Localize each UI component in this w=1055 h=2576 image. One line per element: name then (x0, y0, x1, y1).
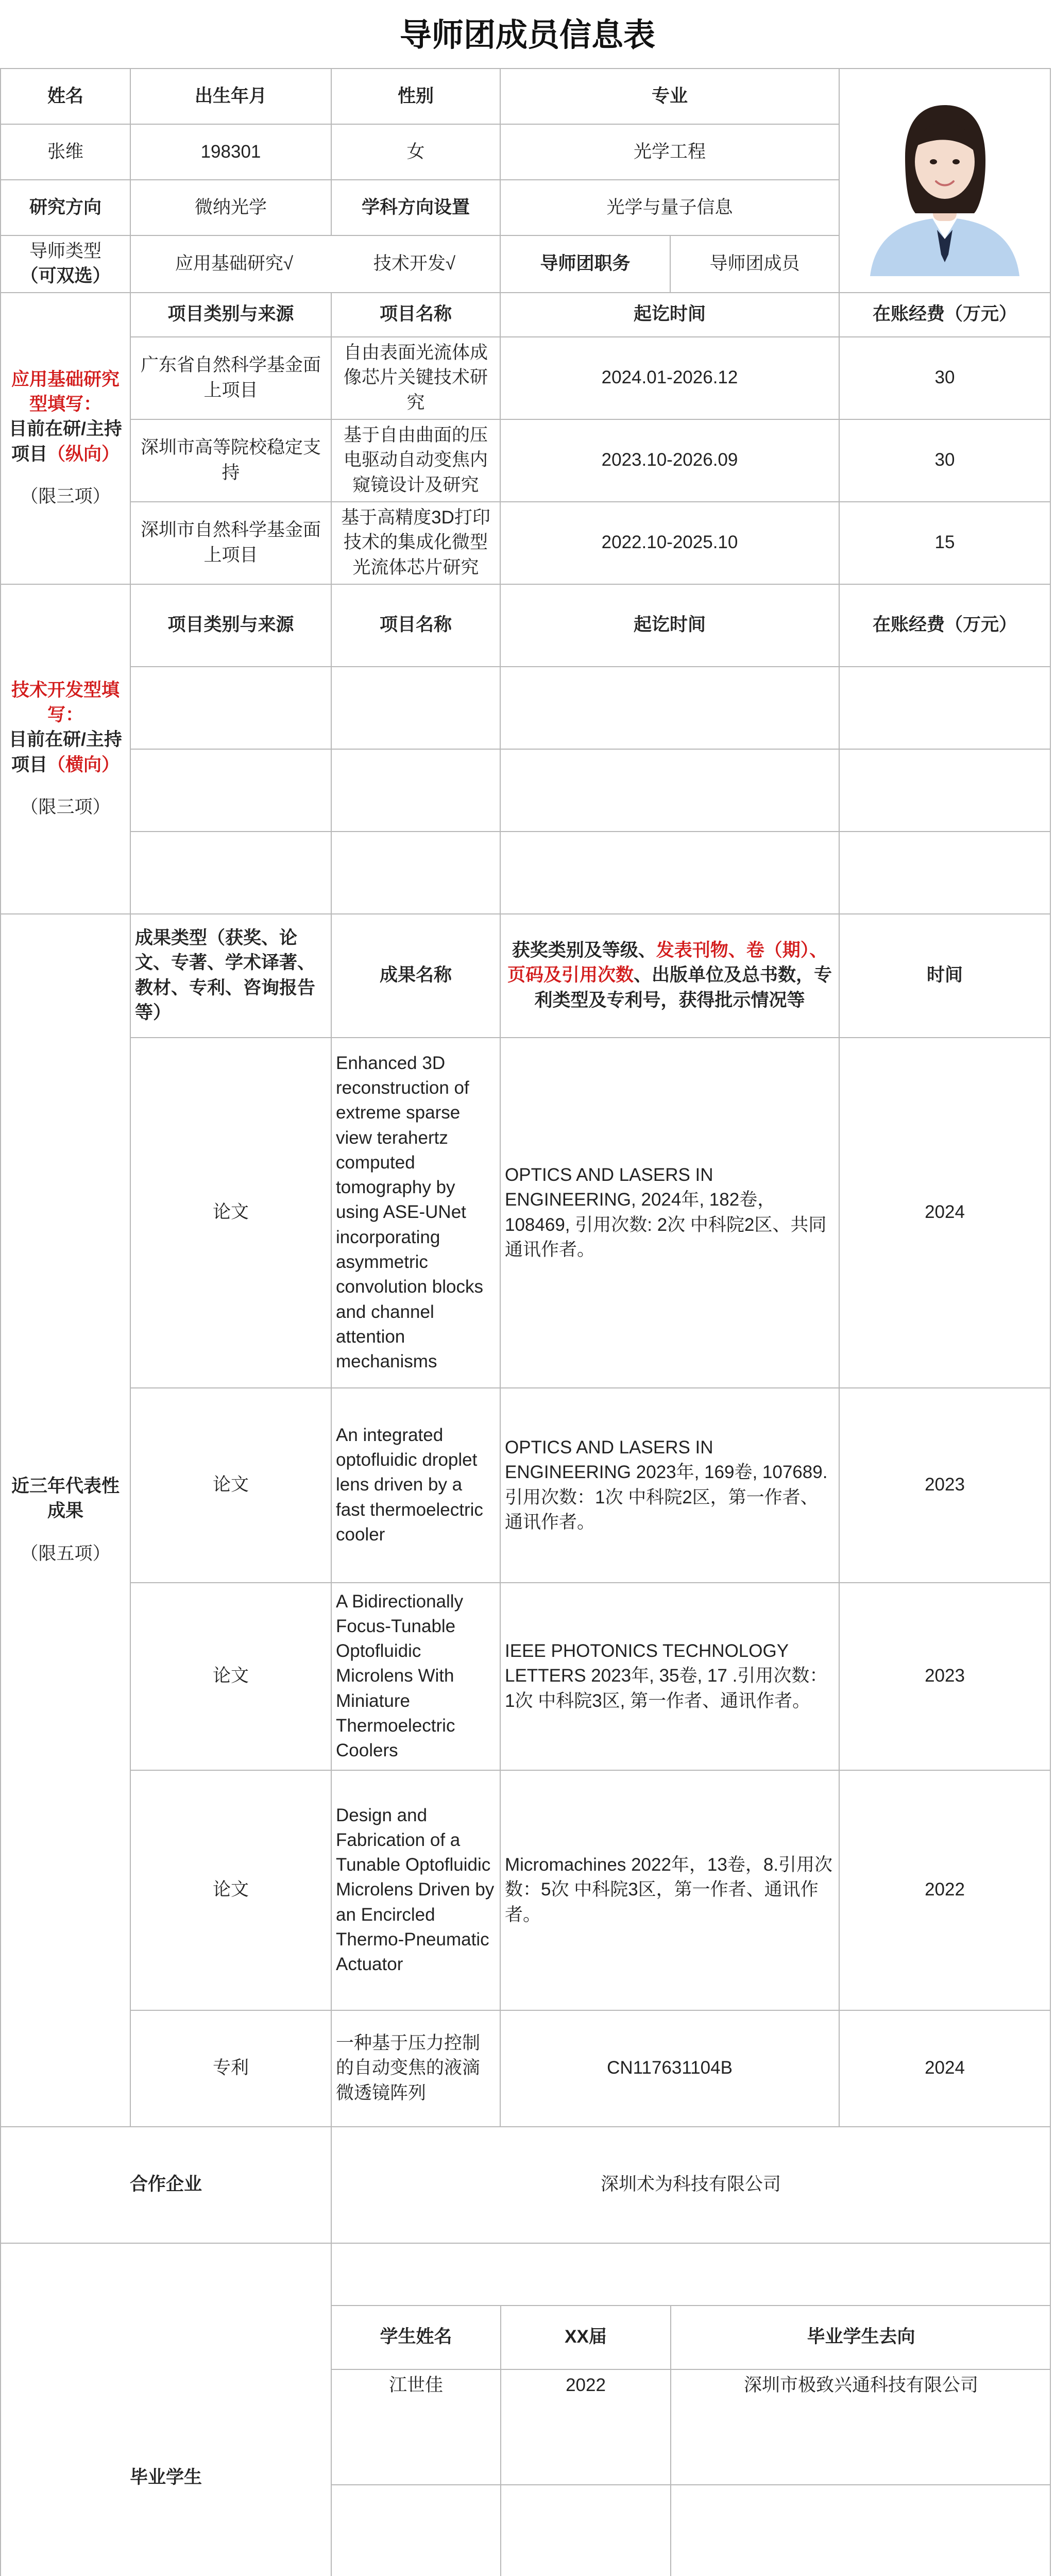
mentor-type-label-line1: 导师类型 (29, 241, 101, 261)
ach-header-name: 成果名称 (331, 914, 500, 1038)
grad-header-dest: 毕业学生去向 (671, 2306, 1050, 2369)
major-label: 专业 (500, 69, 839, 124)
gender-value: 女 (331, 124, 500, 180)
td-header-source: 项目类别与来源 (130, 584, 331, 667)
ach-row-2-name: An integrated optofluidic droplet lens driven by a fast thermoelectric cooler (331, 1388, 500, 1583)
mentor-type-label (1, 235, 130, 293)
ach-row-4-type: 论文 (130, 1770, 331, 2010)
basic-research-label-black: 目前在研/主持项目 (9, 419, 122, 464)
ach-row-5-detail: CN117631104B (500, 2010, 839, 2127)
br-row-2-name: 基于自由曲面的压电驱动自动变焦内窥镜设计及研究 (331, 419, 500, 502)
br-header-period: 起讫时间 (500, 293, 839, 337)
grad-row-1-year: 2022 (501, 2369, 671, 2485)
td-row-3-period[interactable] (500, 832, 839, 914)
name-label: 姓名 (1, 69, 130, 124)
br-row-1-period: 2024.01-2026.12 (500, 337, 839, 419)
basic-research-label (1, 293, 130, 584)
partner-label: 合作企业 (1, 2127, 331, 2243)
br-row-3-period: 2022.10-2025.10 (500, 502, 839, 584)
br-row-3-funds: 15 (839, 502, 1050, 584)
ach-row-4-detail: Micromachines 2022年，13卷，8.引用次数：5次 中科院3区，第一作者、通讯作者。 (500, 1770, 839, 2010)
achievements-limit: （限五项） (20, 1543, 111, 1564)
td-row-2-source[interactable] (130, 749, 331, 832)
role-label: 导师团职务 (500, 235, 670, 293)
grad-header-name: 学生姓名 (332, 2306, 501, 2369)
td-row-1-funds[interactable] (839, 667, 1050, 749)
gender-label: 性别 (331, 69, 500, 124)
portrait-photo (860, 84, 1030, 276)
basic-research-label-red2: （纵向） (47, 444, 120, 464)
td-row-3-name[interactable] (331, 832, 500, 914)
br-row-2-funds: 30 (839, 419, 1050, 502)
grad-row-1-dest: 深圳市极致兴通科技有限公司 (671, 2369, 1050, 2485)
ach-row-3-type: 论文 (130, 1583, 331, 1770)
ach-header-type: 成果类型（获奖、论文、专著、学术译著、教材、专利、咨询报告等） (130, 914, 331, 1038)
td-header-period: 起讫时间 (500, 584, 839, 667)
tech-dev-label-red2: （横向） (47, 754, 120, 775)
ach-row-1-name: Enhanced 3D reconstruction of extreme sparse view terahertz computed tomography by using ASE-UNet incorporating asymmetric convolution blocks and channel attention mechanisms (331, 1038, 500, 1388)
grad-row-2-year[interactable] (501, 2485, 671, 2576)
br-header-funds: 在账经费（万元） (839, 293, 1050, 337)
mentor-type-tech: 技术开发√ (373, 253, 456, 274)
ach-row-2-time: 2023 (839, 1388, 1050, 1583)
graduates-table (332, 2244, 1050, 2576)
major-value: 光学工程 (500, 124, 839, 180)
graduates-area (331, 2243, 1050, 2576)
ach-header-detail-2: 、出版单位及总书数，专利类型及专利号，获得批示情况等 (534, 965, 832, 1010)
ach-header-time: 时间 (839, 914, 1050, 1038)
page-title: 导师团成员信息表 (399, 18, 655, 53)
ach-row-1-detail: OPTICS AND LASERS IN ENGINEERING, 2024年, 182卷，108469, 引用次数: 2次 中科院2区、共同通讯作者。 (500, 1038, 839, 1388)
ach-row-5-type: 专利 (130, 2010, 331, 2127)
ach-row-5-time: 2024 (839, 2010, 1050, 2127)
ach-header-detail-1: 获奖类别及等级、 (512, 940, 656, 961)
partner-value: 深圳术为科技有限公司 (331, 2127, 1050, 2243)
br-row-3-source: 深圳市自然科学基金面上项目 (130, 502, 331, 584)
br-row-1-source: 广东省自然科学基金面上项目 (130, 337, 331, 419)
td-row-3-source[interactable] (130, 832, 331, 914)
ach-row-3-detail: IEEE PHOTONICS TECHNOLOGY LETTERS 2023年, 35卷, 17 .引用次数：1次 中科院3区, 第一作者、通讯作者。 (500, 1583, 839, 1770)
td-row-1-period[interactable] (500, 667, 839, 749)
td-row-1-name[interactable] (331, 667, 500, 749)
grad-row-2-name[interactable] (332, 2485, 501, 2576)
br-header-source: 项目类别与来源 (130, 293, 331, 337)
basic-research-limit: （限三项） (20, 486, 111, 507)
birth-label: 出生年月 (130, 69, 331, 124)
td-row-2-funds[interactable] (839, 749, 1050, 832)
td-row-3-funds[interactable] (839, 832, 1050, 914)
br-row-1-name: 自由表面光流体成像芯片关键技术研究 (331, 337, 500, 419)
br-row-2-source: 深圳市高等院校稳定支持 (130, 419, 331, 502)
graduates-label: 毕业学生 (1, 2243, 331, 2576)
tech-dev-label-black: 目前在研/主持项目 (9, 730, 122, 775)
grad-header-year: XX届 (501, 2306, 671, 2369)
td-row-2-name[interactable] (331, 749, 500, 832)
ach-row-5-name: 一种基于压力控制的自动变焦的液滴微透镜阵列 (331, 2010, 500, 2127)
info-table (0, 68, 1051, 2576)
tech-dev-label (1, 584, 130, 914)
mentor-type-label-line2: （可双选） (20, 266, 111, 286)
ach-row-3-name: A Bidirectionally Focus-Tunable Optofluidic Microlens With Miniature Thermoelectric Coolers (331, 1583, 500, 1770)
mentor-type-basic: 应用基础研究√ (175, 253, 294, 274)
mentor-type-value (130, 235, 500, 293)
achievements-label-text: 近三年代表性成果 (11, 1476, 120, 1521)
br-row-1-funds: 30 (839, 337, 1050, 419)
ach-header-detail (500, 914, 839, 1038)
td-row-1-source[interactable] (130, 667, 331, 749)
tech-dev-label-red: 技术开发型填写： (11, 680, 120, 725)
achievements-label (1, 914, 130, 2127)
ach-row-3-time: 2023 (839, 1583, 1050, 1770)
ach-row-2-type: 论文 (130, 1388, 331, 1583)
ach-header-detail-red: 发表刊物、卷（期）、页码及引用次数 (507, 940, 828, 986)
name-value: 张维 (1, 124, 130, 180)
role-value: 导师团成员 (670, 235, 839, 293)
td-header-name: 项目名称 (331, 584, 500, 667)
td-header-funds: 在账经费（万元） (839, 584, 1050, 667)
td-row-2-period[interactable] (500, 749, 839, 832)
direction-label: 研究方向 (1, 180, 130, 235)
br-row-2-period: 2023.10-2026.09 (500, 419, 839, 502)
basic-research-label-red: 应用基础研究型填写： (11, 369, 120, 415)
discipline-label: 学科方向设置 (331, 180, 500, 235)
photo-cell (839, 69, 1050, 293)
br-header-name: 项目名称 (331, 293, 500, 337)
ach-row-4-name: Design and Fabrication of a Tunable Optofluidic Microlens Driven by an Encircled Thermo-Pneumatic Actuator (331, 1770, 500, 2010)
grad-row-2-dest[interactable] (671, 2485, 1050, 2576)
discipline-value: 光学与量子信息 (500, 180, 839, 235)
direction-value: 微纳光学 (130, 180, 331, 235)
ach-row-1-type: 论文 (130, 1038, 331, 1388)
grad-row-1-name: 江世佳 (332, 2369, 501, 2485)
ach-row-2-detail: OPTICS AND LASERS IN ENGINEERING 2023年, 169卷, 107689.引用次数：1次 中科院2区，第一作者、通讯作者。 (500, 1388, 839, 1583)
tech-dev-limit: （限三项） (20, 797, 111, 818)
br-row-3-name: 基于高精度3D打印技术的集成化微型光流体芯片研究 (331, 502, 500, 584)
ach-row-1-time: 2024 (839, 1038, 1050, 1388)
ach-row-4-time: 2022 (839, 1770, 1050, 2010)
birth-value: 198301 (130, 124, 331, 180)
